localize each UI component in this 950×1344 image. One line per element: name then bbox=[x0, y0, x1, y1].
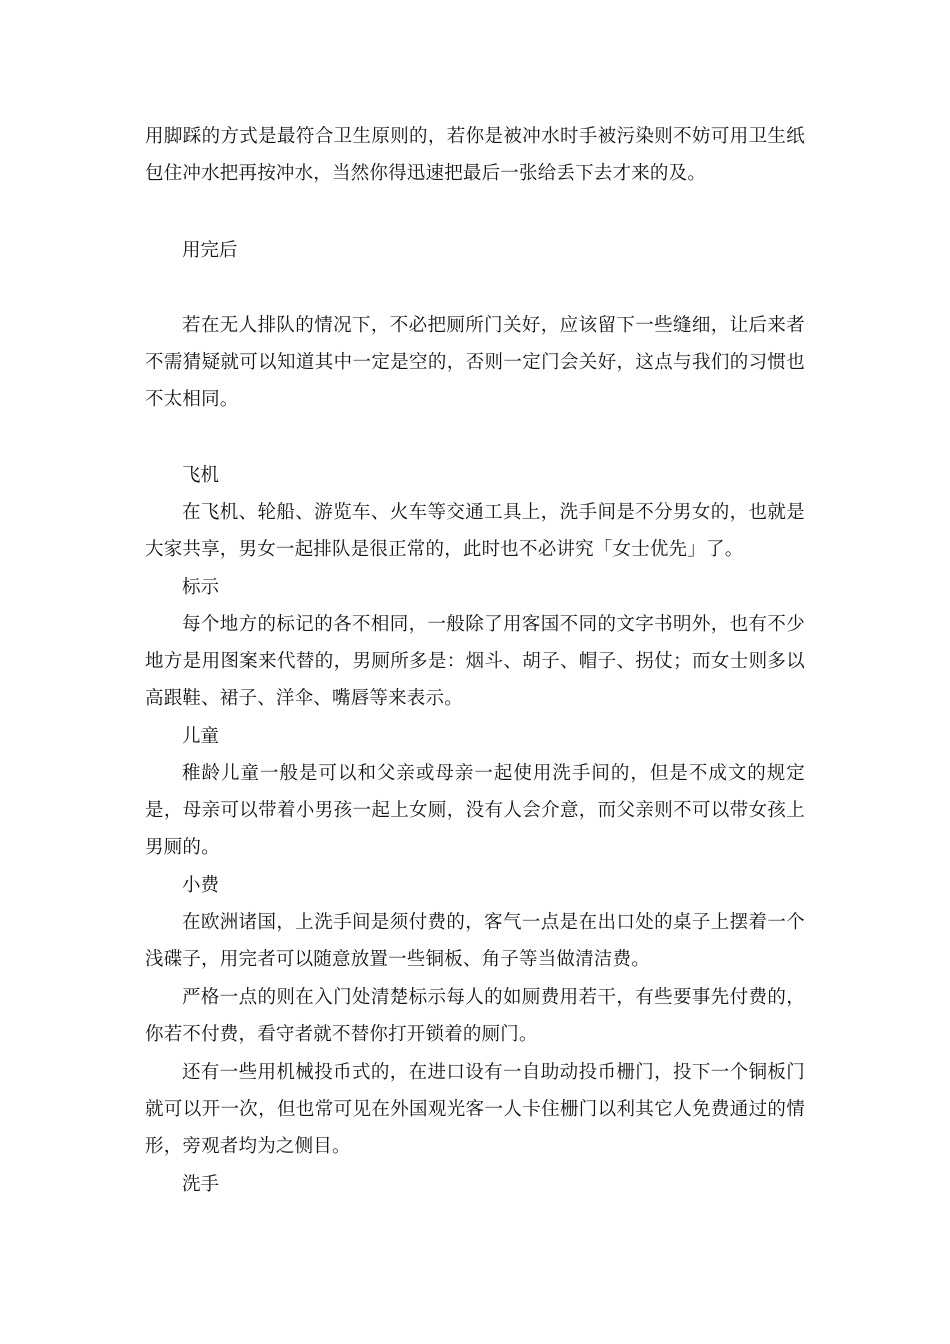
heading-wash-hands: 洗手 bbox=[182, 1174, 220, 1195]
paragraph-sign-symbols: 每个地方的标记的各不相同，一般除了用客国不同的文字书明外，也有不少地方是用图案来代替的，男厕所多是：烟斗、胡子、帽子、拐仗；而女士则多以高跟鞋、裙子、洋伞、嘴唇等来表示。 bbox=[145, 614, 805, 709]
heading-tip: 小费 bbox=[182, 875, 220, 896]
paragraph-leave-door-ajar: 若在无人排队的情况下，不必把厕所门关好，应该留下一些缝细，让后来者不需猜疑就可以知道其中一定是空的，否则一定门会关好，这点与我们的习惯也不太相同。 bbox=[145, 315, 805, 410]
paragraph-coin-gate: 还有一些用机械投币式的，在进口设有一自助动投币栅门，投下一个铜板门就可以开一次，但也常可见在外国观光客一人卡住栅门以利其它人免费通过的情形，旁观者均为之侧目。 bbox=[145, 1062, 805, 1157]
paragraph-transport-shared: 在飞机、轮船、游览车、火车等交通工具上，洗手间是不分男女的，也就是大家共享，男女一起排队是很正常的，此时也不必讲究「女士优先」了。 bbox=[145, 502, 805, 560]
heading-sign: 标示 bbox=[182, 577, 220, 598]
paragraph-flush-method: 用脚踩的方式是最符合卫生原则的，若你是被冲水时手被污染则不妨可用卫生纸包住冲水把再按冲水，当然你得迅速把最后一张给丢下去才来的及。 bbox=[145, 126, 805, 184]
paragraph-tip-dish: 在欧洲诸国，上洗手间是须付费的，客气一点是在出口处的桌子上摆着一个浅碟子，用完者可以随意放置一些铜板、角子等当做清洁费。 bbox=[145, 912, 805, 970]
heading-after-use: 用完后 bbox=[182, 240, 238, 261]
paragraph-children-rules: 稚龄儿童一般是可以和父亲或母亲一起使用洗手间的，但是不成文的规定是，母亲可以带着小男孩一起上女厕，没有人会介意，而父亲则不可以带女孩上男厕的。 bbox=[145, 763, 805, 858]
paragraph-tip-strict: 严格一点的则在入门处清楚标示每人的如厕费用若干，有些要事先付费的，你若不付费，看守者就不替你打开锁着的厕门。 bbox=[145, 987, 805, 1045]
heading-plane: 飞机 bbox=[182, 465, 220, 486]
heading-children: 儿童 bbox=[182, 726, 220, 747]
